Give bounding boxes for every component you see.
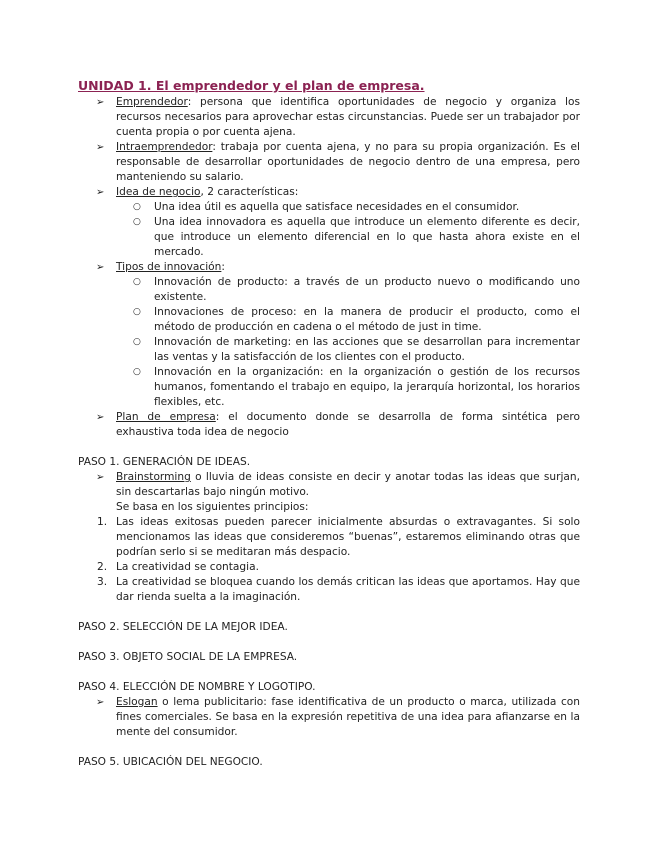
principle-text: Las ideas exitosas pueden parecer inicialmente absurdas o extravagantes. Si solo mencionamos las ideas que consideremos “buenas”, estaremos eliminando otras que podrían serlo si se meditaran más despacio. — [116, 516, 580, 558]
circle-bullet-icon: ○ — [133, 367, 141, 377]
arrow-bullet-icon: ➢ — [96, 472, 105, 483]
sub-item — [78, 335, 580, 365]
definition: : persona que identifica oportunidades de negocio y organiza los recursos necesarios para aprovechar estas circunstancias. Puede ser un trabajador por cuenta propia o por cuenta ajena. — [116, 96, 580, 138]
bullet-idea-de-negocio — [78, 185, 580, 200]
unit-title: UNIDAD 1. El emprendedor y el plan de empresa. — [78, 78, 425, 93]
circle-bullet-icon: ○ — [133, 277, 141, 287]
principles-intro: Se basa en los siguientes principios: — [116, 501, 309, 513]
definition: : — [221, 261, 225, 273]
sub-item — [78, 200, 580, 215]
sub-item-text: Una idea innovadora es aquella que introduce un elemento diferente es decir, que introduce un elemento diferencial en lo que hasta ahora existe en el mercado. — [154, 216, 580, 258]
term: Plan de empresa — [116, 411, 216, 423]
sub-item — [78, 365, 580, 410]
arrow-bullet-icon: ➢ — [96, 187, 105, 198]
principle-item — [78, 575, 580, 605]
sub-item — [78, 305, 580, 335]
arrow-bullet-icon: ➢ — [96, 262, 105, 273]
sub-item-text: Innovación de producto: a través de un producto nuevo o modificando uno existente. — [154, 276, 580, 303]
term: Tipos de innovación — [116, 261, 222, 273]
bullet-brainstorming — [78, 470, 580, 500]
circle-bullet-icon: ○ — [133, 337, 141, 347]
paso3-heading: PASO 3. OBJETO SOCIAL DE LA EMPRESA. — [78, 651, 298, 663]
bullet-eslogan — [78, 695, 580, 740]
term: Eslogan — [116, 696, 158, 708]
arrow-bullet-icon: ➢ — [96, 97, 105, 108]
bullet-plan-de-empresa — [78, 410, 580, 440]
sub-item — [78, 275, 580, 305]
sub-item-text: Una idea útil es aquella que satisface necesidades en el consumidor. — [154, 201, 520, 213]
bullet-intraemprendedor — [78, 140, 580, 185]
circle-bullet-icon: ○ — [133, 202, 141, 212]
arrow-bullet-icon: ➢ — [96, 412, 105, 423]
definition: o lluvia de ideas consiste en decir y anotar todas las ideas que surjan, sin descartarlas bajo ningún motivo. — [116, 471, 580, 498]
circle-bullet-icon: ○ — [133, 307, 141, 317]
term: Emprendedor — [116, 96, 188, 108]
principle-number: 3. — [97, 576, 108, 588]
paso4-heading: PASO 4. ELECCIÓN DE NOMBRE Y LOGOTIPO. — [78, 681, 316, 693]
term: Intraemprendedor — [116, 141, 213, 153]
definition: o lema publicitario: fase identificativa de un producto o marca, utilizada con fines comerciales. Se basa en la expresión repetitiva de una idea para afianzarse en la mente del consumidor. — [116, 696, 580, 738]
principle-item — [78, 515, 580, 560]
principle-number: 2. — [97, 561, 108, 573]
definition: , 2 características: — [200, 186, 299, 198]
term: Idea de negocio — [116, 186, 201, 198]
document-body — [78, 95, 580, 770]
principle-text: La creatividad se bloquea cuando los demás critican las ideas que aportamos. Hay que dar rienda suelta a la imaginación. — [116, 576, 580, 603]
principle-text: La creatividad se contagia. — [116, 561, 259, 573]
sub-item-text: Innovaciones de proceso: en la manera de producir el producto, como el método de producción en cadena o el método de just in time. — [154, 306, 580, 333]
paso1-heading: PASO 1. GENERACIÓN DE IDEAS. — [78, 456, 251, 468]
term: Brainstorming — [116, 471, 191, 483]
arrow-bullet-icon: ➢ — [96, 142, 105, 153]
arrow-bullet-icon: ➢ — [96, 697, 105, 708]
principle-item — [78, 560, 580, 575]
bullet-tipos-de-innovacion — [78, 260, 580, 275]
paso2-heading: PASO 2. SELECCIÓN DE LA MEJOR IDEA. — [78, 621, 288, 633]
sub-item — [78, 215, 580, 260]
bullet-emprendedor — [78, 95, 580, 140]
definition: : el documento donde se desarrolla de forma sintética pero exhaustiva toda idea de negocio — [116, 411, 580, 438]
definition: : trabaja por cuenta ajena, y no para su propia organización. Es el responsable de desarrollar oportunidades de negocio dentro de una empresa, pero manteniendo su salario. — [116, 141, 580, 183]
paso5-heading: PASO 5. UBICACIÓN DEL NEGOCIO. — [78, 756, 263, 768]
sub-item-text: Innovación de marketing: en las acciones que se desarrollan para incrementar las ventas y la satisfacción de los clientes con el producto. — [154, 336, 580, 363]
circle-bullet-icon: ○ — [133, 217, 141, 227]
principle-number: 1. — [97, 516, 108, 528]
sub-item-text: Innovación en la organización: en la organización o gestión de los recursos humanos, fomentando el trabajo en equipo, la jerarquía horizontal, los horarios flexibles, etc. — [154, 366, 580, 408]
